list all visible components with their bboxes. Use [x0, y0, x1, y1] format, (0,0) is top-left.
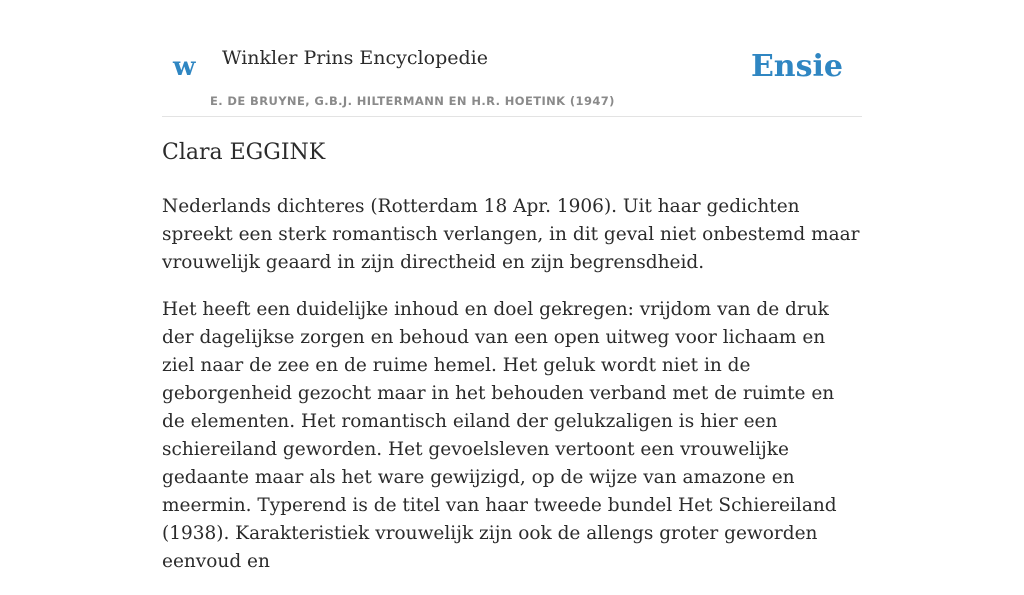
winkler-prins-logo-icon[interactable]: w	[173, 52, 196, 82]
article-body	[162, 193, 862, 595]
encyclopedia-editors: E. DE BRUYNE, G.B.J. HILTERMANN EN H.R. HOETINK (1947)	[210, 94, 615, 108]
ensie-logo-link[interactable]: Ensie	[750, 49, 843, 84]
encyclopedia-title[interactable]: Winkler Prins Encyclopedie	[222, 47, 488, 69]
site-header	[162, 40, 862, 117]
article-paragraph: Nederlands dichteres (Rotterdam 18 Apr. 1906). Uit haar gedichten spreekt een sterk romantisch verlangen, in dit geval niet onbestemd maar vrouwelijk geaard in zijn directheid en zijn begrensdheid.	[162, 196, 860, 273]
article-title: Clara EGGINK	[162, 140, 326, 165]
article-paragraph: Het heeft een duidelijke inhoud en doel gekregen: vrijdom van de druk der dagelijkse zorgen en behoud van een open uitweg voor lichaam en ziel naar de zee en de ruime hemel. Het geluk wordt niet in de geborgenheid gezocht maar in het behouden verband met de ruimte en de elementen. Het romantisch eiland der gelukzaligen is hier een schiereiland geworden. Het gevoelsleven vertoont een vrouwelijke gedaante maar als het ware gewijzigd, op de wijze van amazone en meermin. Typerend is de titel van haar tweede bundel Het Schiereiland (1938). Karakteristiek vrouwelijk zijn ook de allengs groter geworden eenvoud en	[162, 299, 837, 572]
